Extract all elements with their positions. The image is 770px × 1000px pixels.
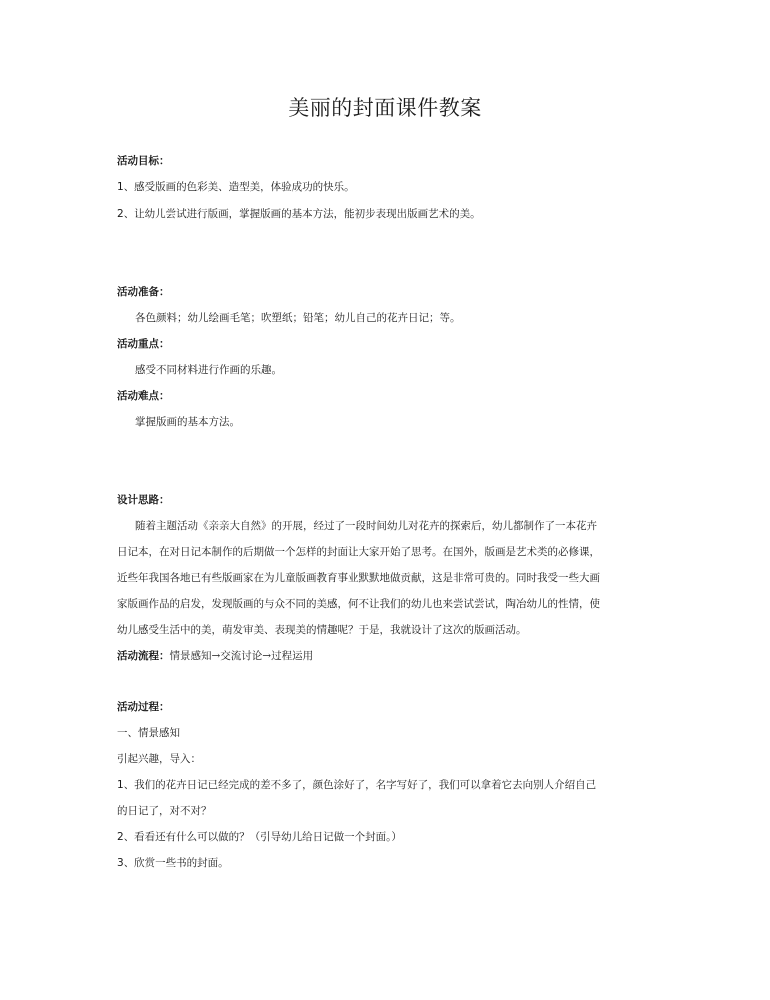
key-text: 感受不同材料进行作画的乐趣。: [135, 364, 282, 376]
process-item-2: [117, 830, 402, 844]
difficulty-label: 活动难点：: [117, 390, 170, 402]
goal-item-2: [117, 207, 481, 221]
goal-item-1-text: 、感受版画的色彩美、造型美，体验成功的快乐。: [123, 181, 355, 193]
key-label: 活动重点：: [117, 338, 170, 350]
prep-text: 各色颜料；幼儿绘画毛笔；吹塑纸；铅笔；幼儿自己的花卉日记；等。: [135, 312, 461, 324]
process-item-2-num: 2: [117, 831, 124, 843]
process-item-2-text: 、看看还有什么可以做的？（引导幼儿给日记做一个封面。）: [123, 831, 402, 843]
goals-label: 活动目标：: [117, 155, 170, 167]
prep-label: 活动准备：: [117, 286, 170, 298]
design-line: 家版画作品的启发，发现版画的与众不同的美感，何不让我们的幼儿也来尝试尝试，陶冶幼儿的性情，使: [117, 598, 600, 610]
page-title: 美丽的封面课件教案: [288, 96, 482, 120]
process-item-1-text: 、我们的花卉日记已经完成的差不多了，颜色涂好了，名字写好了，我们可以拿着它去向别人介绍自己: [123, 779, 597, 791]
goal-item-1-num: 1: [117, 181, 124, 193]
design-label: 设计思路：: [117, 494, 170, 506]
process-item-3-num: 3: [117, 857, 124, 869]
design-line: 随着主题活动《亲亲大自然》的开展，经过了一段时间幼儿对花卉的探索后，幼儿都制作了一本花卉: [135, 520, 597, 532]
difficulty-text: 掌握版画的基本方法。: [135, 416, 240, 428]
design-line: 日记本，在对日记本制作的后期做一个怎样的封面让大家开始了思考。在国外，版画是艺术类的必修课，: [117, 546, 600, 558]
process-item-1: [117, 778, 596, 792]
process-intro: 引起兴趣，导入：: [117, 753, 201, 765]
design-line: 近些年我国各地已有些版画家在为儿童版画教育事业默默地做贡献，这是非常可贵的。同时我受一些大画: [117, 572, 600, 584]
process-label: 活动过程：: [117, 701, 170, 713]
flow-text: 情景感知→交流讨论→过程运用: [169, 650, 314, 662]
process-item-1-num: 1: [117, 779, 124, 791]
goal-item-1: [117, 180, 355, 194]
process-item-3: [117, 856, 229, 870]
process-item-1-cont: 的日记了，对不对？: [117, 805, 212, 817]
goal-item-2-num: 2: [117, 208, 124, 220]
flow-label: 活动流程：: [117, 650, 170, 662]
process-item-3-text: 、欣赏一些书的封面。: [123, 857, 229, 869]
design-line: 幼儿感受生活中的美，萌发审美、表现美的情趣呢？于是，我就设计了这次的版画活动。: [117, 624, 527, 636]
goal-item-2-text: 、让幼儿尝试进行版画，掌握版画的基本方法，能初步表现出版画艺术的美。: [123, 208, 481, 220]
flow-row: [117, 649, 313, 663]
process-section-heading: 一、情景感知: [117, 727, 180, 739]
